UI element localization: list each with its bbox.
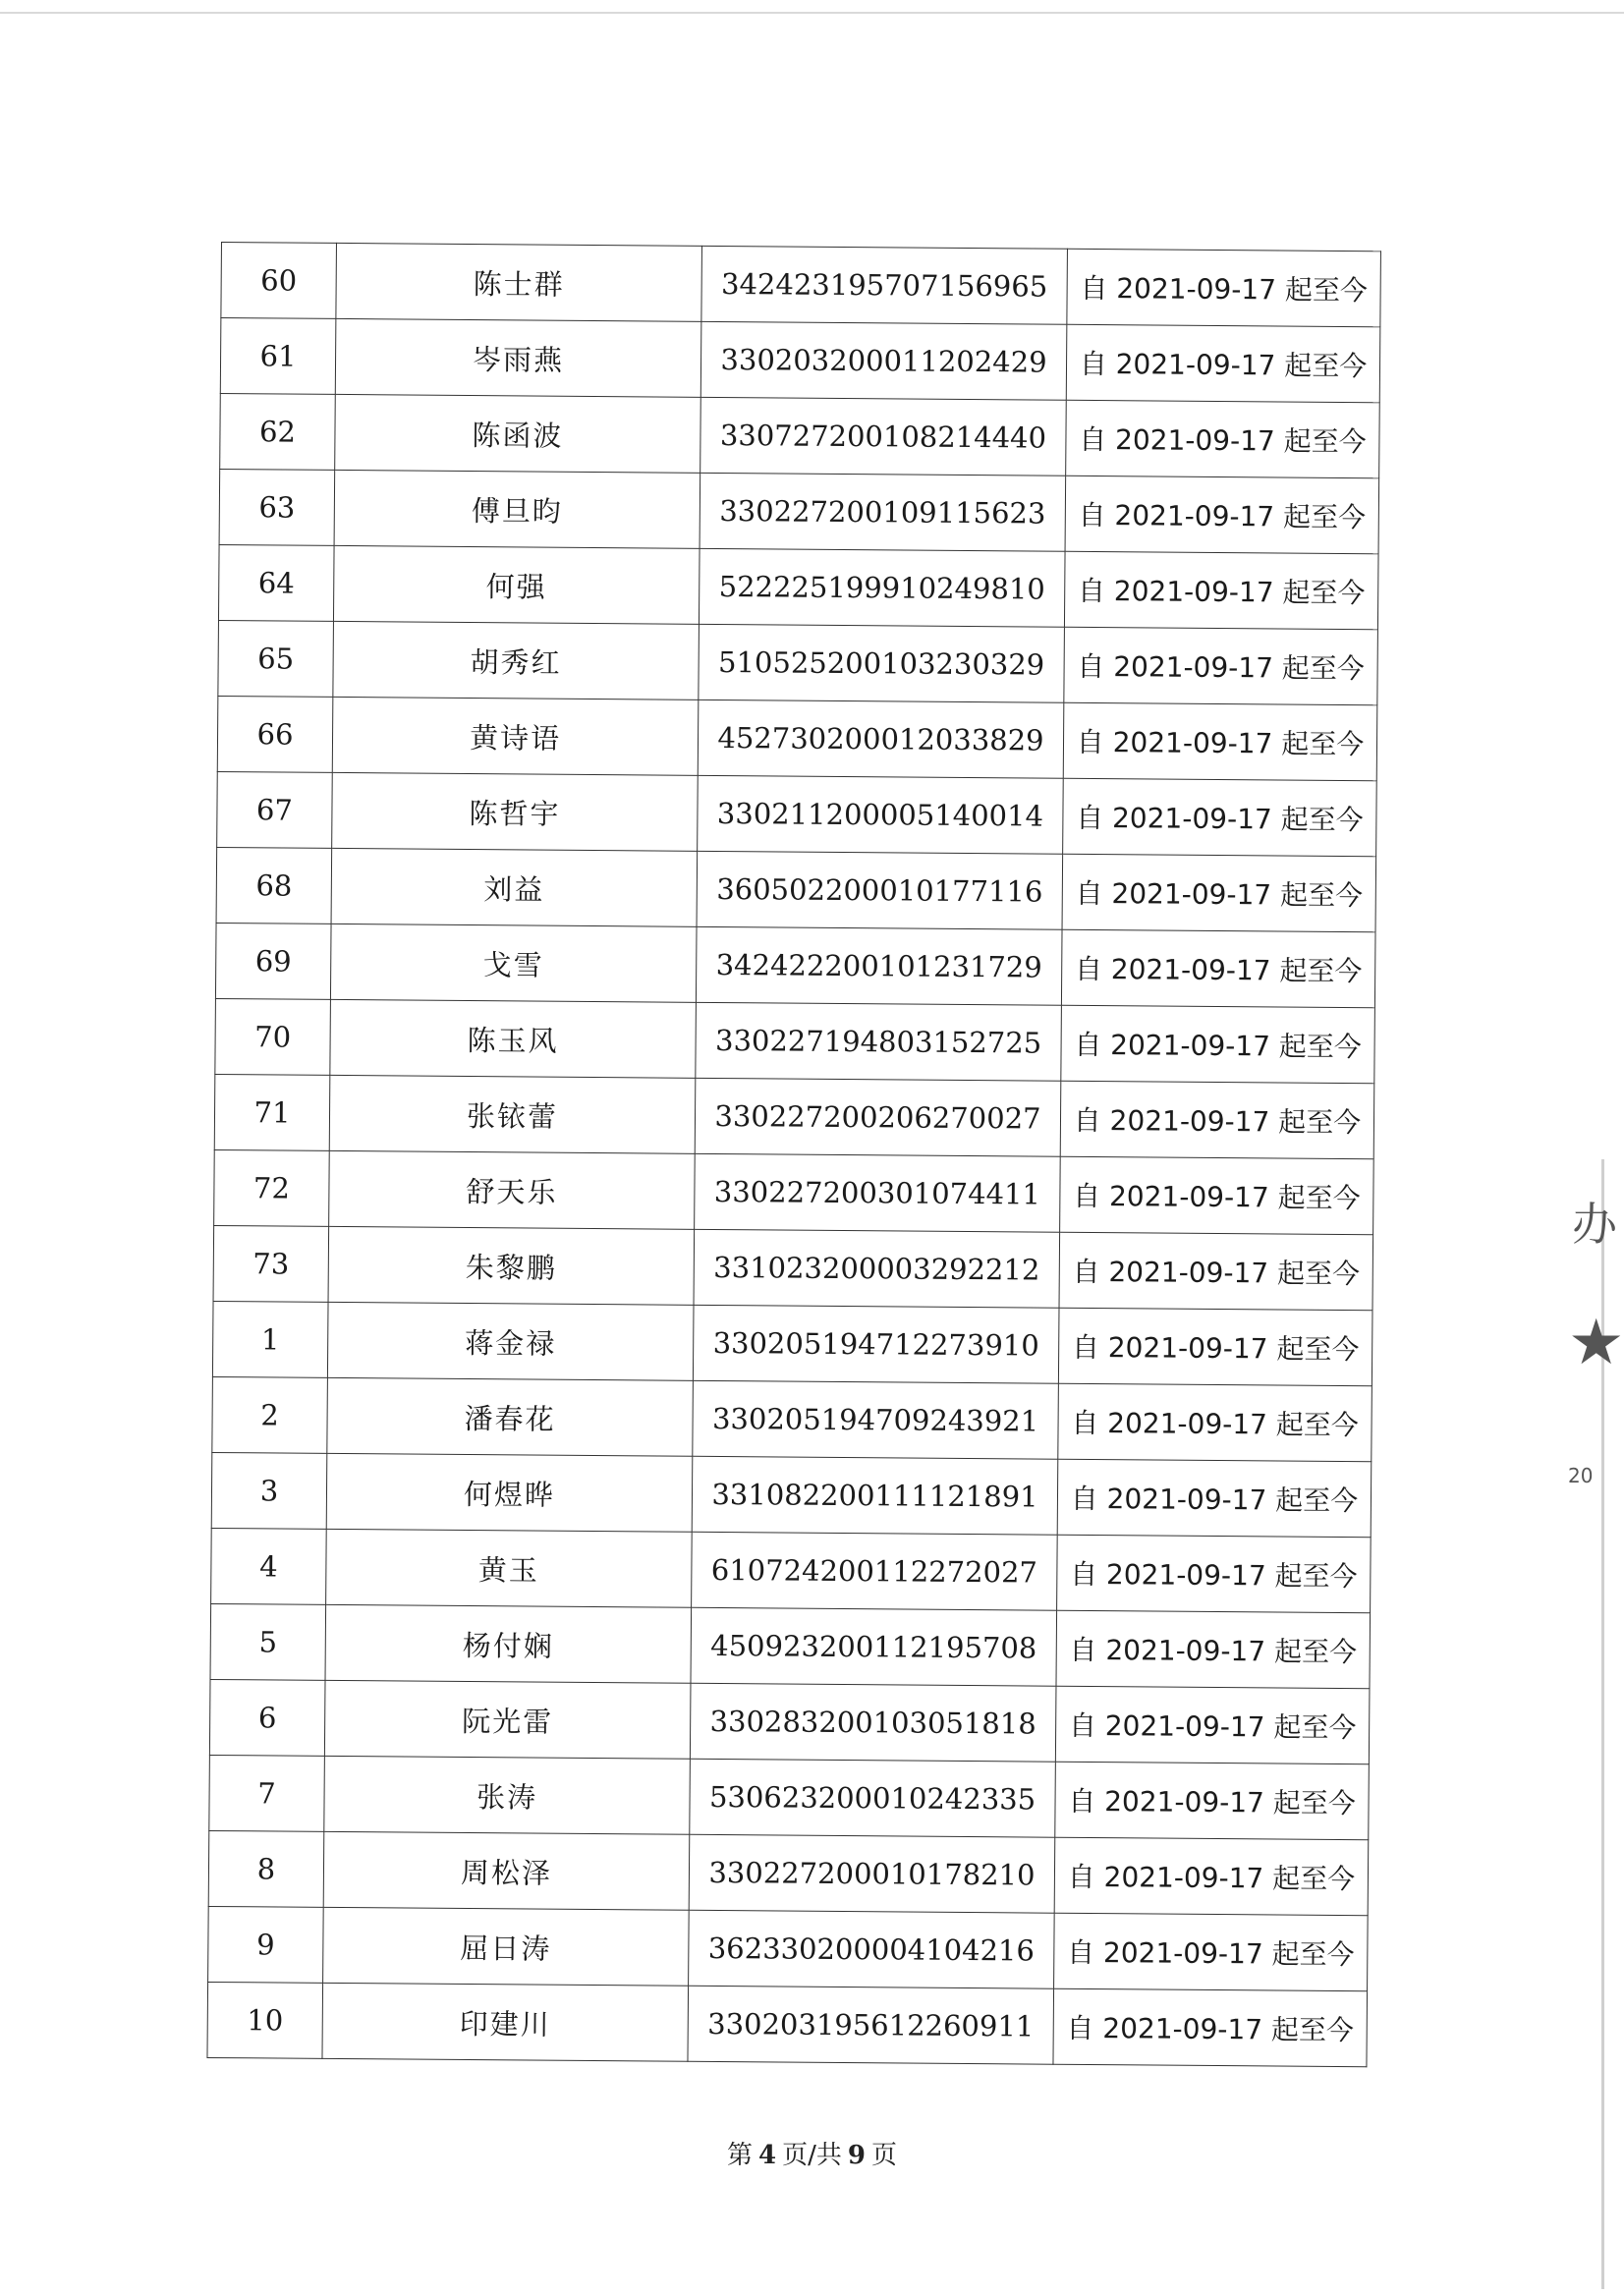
roster-table-body	[207, 243, 1380, 2067]
name-cell: 印建川	[322, 1983, 689, 2061]
id-number-cell: 362330200004104216	[689, 1910, 1055, 1988]
period-cell: 自 2021-09-17 起至今	[1058, 1383, 1372, 1462]
table-row	[208, 1830, 1369, 1915]
row-number-cell: 1	[212, 1301, 328, 1377]
row-number-cell: 66	[217, 696, 333, 772]
table-row	[218, 544, 1378, 629]
name-cell: 陈玉风	[330, 999, 697, 1078]
name-cell: 陈哲宇	[332, 772, 699, 851]
id-number-cell: 510525200103230329	[699, 624, 1065, 702]
table-row	[212, 1376, 1372, 1461]
name-cell: 胡秀红	[333, 621, 700, 700]
period-cell: 自 2021-09-17 起至今	[1054, 1837, 1369, 1916]
name-cell: 阮光雷	[324, 1680, 691, 1759]
period-cell: 自 2021-09-17 起至今	[1055, 1686, 1370, 1764]
period-cell: 自 2021-09-17 起至今	[1067, 249, 1381, 327]
id-number-cell: 450923200112195708	[691, 1607, 1057, 1686]
row-number-cell: 69	[215, 923, 331, 999]
period-cell: 自 2021-09-17 起至今	[1066, 324, 1380, 403]
name-cell: 屈日涛	[323, 1907, 690, 1986]
id-number-cell: 330227200109115623	[700, 473, 1066, 551]
table-row	[220, 393, 1380, 477]
name-cell: 潘春花	[327, 1377, 694, 1456]
period-cell: 自 2021-09-17 起至今	[1059, 1232, 1373, 1311]
row-number-cell: 72	[214, 1149, 330, 1226]
stamp-glyph-1: 办	[1572, 1198, 1617, 1251]
row-number-cell: 60	[221, 243, 337, 319]
table-row	[214, 1074, 1374, 1158]
id-number-cell: 331082200111121891	[692, 1456, 1058, 1535]
row-number-cell: 61	[220, 318, 336, 395]
table-row	[214, 1149, 1374, 1234]
period-cell: 自 2021-09-17 起至今	[1053, 1988, 1368, 2067]
table-row	[215, 923, 1375, 1007]
roster-table	[206, 242, 1380, 2067]
row-number-cell: 71	[214, 1074, 330, 1150]
period-cell: 自 2021-09-17 起至今	[1063, 778, 1377, 857]
row-number-cell: 63	[219, 469, 335, 545]
id-number-cell: 330211200005140014	[698, 775, 1064, 854]
row-number-cell: 5	[210, 1603, 326, 1680]
footer-middle: 页/共	[782, 2141, 842, 2170]
table-row	[208, 1906, 1369, 1990]
name-cell: 朱黎鹏	[328, 1226, 695, 1305]
row-number-cell: 2	[212, 1376, 328, 1453]
row-number-cell: 6	[209, 1679, 325, 1756]
id-number-cell: 360502200010177116	[697, 851, 1063, 929]
table-row	[210, 1603, 1371, 1688]
table-row	[215, 998, 1375, 1083]
id-number-cell: 330203195612260911	[688, 1986, 1054, 2064]
id-number-cell: 530623200010242335	[690, 1759, 1056, 1837]
id-number-cell: 330227200010178210	[689, 1834, 1055, 1913]
table-row	[211, 1452, 1372, 1537]
id-number-cell: 342422200101231729	[696, 926, 1062, 1005]
name-cell: 何煜晔	[326, 1453, 693, 1532]
id-number-cell: 342423195707156965	[701, 246, 1068, 324]
row-number-cell: 8	[208, 1830, 324, 1907]
row-number-cell: 67	[217, 771, 333, 848]
period-cell: 自 2021-09-17 起至今	[1056, 1610, 1371, 1689]
table-row	[216, 847, 1376, 931]
name-cell: 周松泽	[323, 1831, 690, 1910]
id-number-cell: 330203200011202429	[700, 321, 1067, 400]
period-cell: 自 2021-09-17 起至今	[1061, 1005, 1375, 1084]
period-cell: 自 2021-09-17 起至今	[1062, 854, 1376, 932]
row-number-cell: 68	[216, 847, 332, 924]
period-cell: 自 2021-09-17 起至今	[1054, 1913, 1369, 1991]
name-cell: 傅旦昀	[334, 470, 700, 548]
name-cell: 杨付娴	[325, 1604, 692, 1683]
name-cell: 陈函波	[335, 394, 701, 473]
table-row	[213, 1225, 1373, 1310]
period-cell: 自 2021-09-17 起至今	[1063, 702, 1377, 781]
name-cell: 何强	[333, 545, 700, 624]
table-row	[217, 771, 1377, 856]
period-cell: 自 2021-09-17 起至今	[1065, 476, 1379, 554]
scan-top-edge	[0, 12, 1624, 14]
id-number-cell: 522225199910249810	[699, 548, 1065, 627]
row-number-cell: 65	[218, 620, 334, 697]
id-number-cell: 452730200012033829	[698, 700, 1064, 778]
table-row	[220, 318, 1380, 403]
row-number-cell: 73	[213, 1225, 329, 1302]
footer-suffix: 页	[870, 2141, 897, 2170]
row-number-cell: 70	[215, 998, 331, 1075]
id-number-cell: 330227194803152725	[696, 1002, 1062, 1081]
table-row	[209, 1679, 1370, 1763]
period-cell: 自 2021-09-17 起至今	[1064, 551, 1378, 630]
row-number-cell: 10	[207, 1982, 323, 2058]
stamp-star-icon: ★	[1568, 1307, 1624, 1379]
period-cell: 自 2021-09-17 起至今	[1064, 627, 1378, 705]
footer-prefix: 第	[727, 2141, 754, 2170]
footer-total-pages: 9	[847, 2141, 866, 2170]
table-row	[221, 243, 1381, 327]
table-row	[217, 696, 1377, 780]
name-cell: 黄诗语	[332, 697, 699, 775]
id-number-cell: 330227200206270027	[695, 1078, 1061, 1156]
page-footer	[0, 2135, 1624, 2171]
period-cell: 自 2021-09-17 起至今	[1057, 1535, 1372, 1613]
name-cell: 戈雪	[330, 924, 697, 1002]
seal-stamp-fragment	[1562, 1169, 1624, 1542]
row-number-cell: 64	[218, 544, 334, 621]
footer-page-number: 4	[758, 2141, 777, 2170]
period-cell: 自 2021-09-17 起至今	[1066, 400, 1380, 478]
id-number-cell: 330205194712273910	[693, 1305, 1059, 1383]
table-row	[211, 1528, 1372, 1612]
period-cell: 自 2021-09-17 起至今	[1061, 929, 1375, 1008]
period-cell: 自 2021-09-17 起至今	[1060, 1156, 1374, 1235]
id-number-cell: 610724200112272027	[692, 1532, 1058, 1610]
id-number-cell: 330205194709243921	[693, 1380, 1059, 1459]
period-cell: 自 2021-09-17 起至今	[1057, 1459, 1372, 1538]
id-number-cell: 330227200301074411	[695, 1153, 1061, 1232]
name-cell: 张铱蕾	[329, 1075, 696, 1153]
name-cell: 岑雨燕	[335, 318, 701, 397]
name-cell: 蒋金禄	[327, 1302, 694, 1380]
id-number-cell: 330727200108214440	[700, 397, 1067, 476]
name-cell: 张涛	[324, 1756, 691, 1834]
name-cell: 刘益	[331, 848, 698, 926]
table-row	[212, 1301, 1372, 1385]
name-cell: 黄玉	[326, 1529, 693, 1607]
id-number-cell: 331023200003292212	[694, 1229, 1060, 1308]
row-number-cell: 3	[211, 1452, 327, 1529]
table-row	[218, 620, 1378, 704]
row-number-cell: 7	[209, 1755, 325, 1831]
name-cell: 舒天乐	[329, 1150, 696, 1229]
table-row	[207, 1982, 1368, 2066]
row-number-cell: 4	[211, 1528, 327, 1604]
stamp-glyph-3: 20	[1568, 1464, 1594, 1487]
id-number-cell: 330283200103051818	[690, 1683, 1056, 1762]
table-row	[219, 469, 1379, 553]
row-number-cell: 62	[220, 393, 336, 470]
period-cell: 自 2021-09-17 起至今	[1055, 1762, 1370, 1840]
name-cell: 陈士群	[336, 243, 702, 321]
table-row	[209, 1755, 1370, 1839]
row-number-cell: 9	[208, 1906, 324, 1983]
period-cell: 自 2021-09-17 起至今	[1060, 1081, 1374, 1159]
period-cell: 自 2021-09-17 起至今	[1058, 1308, 1372, 1386]
